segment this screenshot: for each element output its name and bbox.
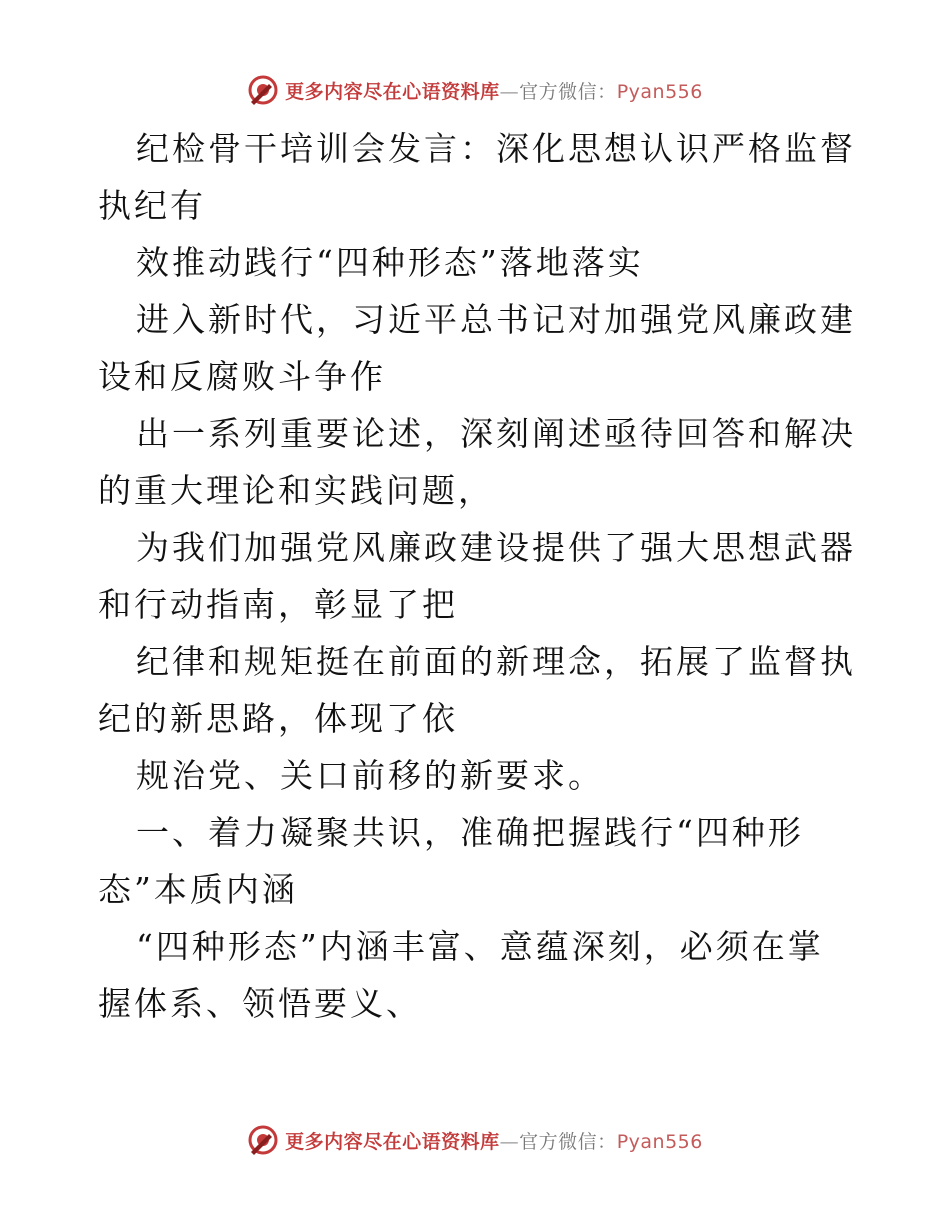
pen-logo-icon — [247, 74, 279, 106]
watermark-separator: — — [499, 80, 520, 103]
watermark-wechat-id: Pyan556 — [616, 80, 703, 103]
section-heading-1: 一、着力凝聚共识，准确把握践行“四种形态”本质内涵 — [98, 813, 804, 909]
header-watermark — [0, 70, 950, 110]
watermark-group — [247, 1124, 703, 1156]
paragraph-title-line-2: 效推动践行“四种形态”落地落实 — [136, 243, 644, 282]
watermark-text — [285, 1127, 703, 1154]
watermark-group — [247, 74, 703, 106]
paragraph-intro-1: 进入新时代，习近平总书记对加强党风廉政建设和反腐败斗争作 — [98, 300, 856, 396]
paragraph-intro-3: 为我们加强党风廉政建设提供了强大思想武器和行动指南，彰显了把 — [98, 528, 856, 624]
watermark-separator: — — [499, 1130, 520, 1153]
watermark-text — [285, 77, 703, 104]
paragraph-section-1: “四种形态”内涵丰富、意蕴深刻，必须在掌握体系、领悟要义、 — [98, 927, 824, 1023]
paragraph-intro-4: 纪律和规矩挺在前面的新理念，拓展了监督执纪的新思路，体现了依 — [98, 642, 856, 738]
watermark-channel: 官方微信： — [519, 1130, 617, 1153]
pen-logo-icon — [247, 1124, 279, 1156]
watermark-channel: 官方微信： — [519, 80, 617, 103]
paragraph-title-line-1: 纪检骨干培训会发言：深化思想认识严格监督执纪有 — [98, 129, 856, 225]
watermark-brand: 更多内容尽在心语资料库 — [285, 1130, 500, 1153]
paragraph-intro-2: 出一系列重要论述，深刻阐述亟待回答和解决的重大理论和实践问题， — [98, 414, 856, 510]
footer-watermark — [0, 1120, 950, 1160]
watermark-brand: 更多内容尽在心语资料库 — [285, 80, 500, 103]
document-body — [98, 120, 858, 1032]
watermark-wechat-id: Pyan556 — [616, 1130, 703, 1153]
paragraph-intro-5: 规治党、关口前移的新要求。 — [136, 756, 604, 795]
